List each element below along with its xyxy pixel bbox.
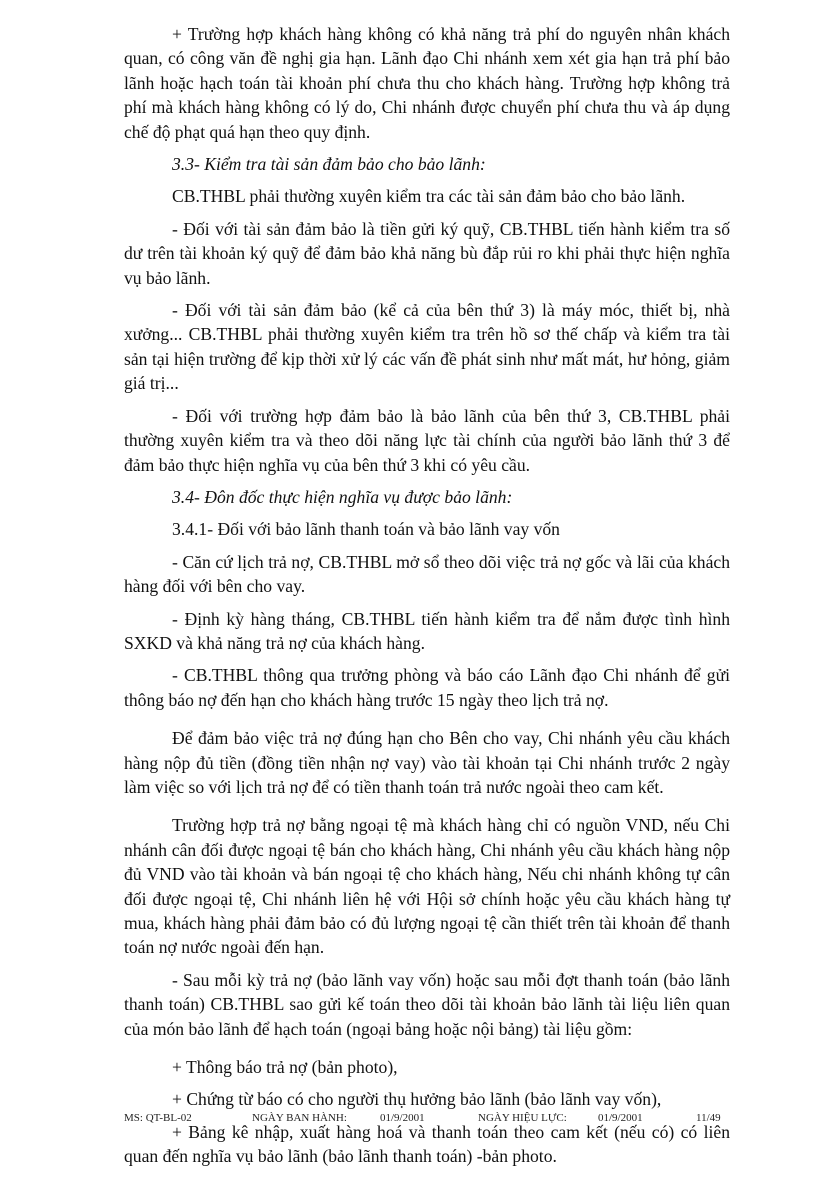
footer-effective-date: 01/9/2001 <box>598 1112 643 1124</box>
paragraph-due-notice: - CB.THBL thông qua trưởng phòng và báo cáo Lãnh đạo Chi nhánh để gửi thông báo nợ đến hạn cho khách hàng trước 15 ngày theo lịch trả nợ. <box>124 665 730 710</box>
list-item-credit-voucher: + Chứng từ báo có cho người thụ hưởng bảo lãnh (bảo lãnh vay vốn), <box>172 1089 662 1110</box>
paragraph-foreign-currency: Trường hợp trả nợ bằng ngoại tệ mà khách hàng chỉ có nguồn VND, nếu Chi nhánh cân đối được ngoại tệ bán cho khách hàng, Chi nhánh yêu cầu khách hàng nộp đủ VND vào tài khoản và bán ngoại tệ cho khách hàng, Nếu chi nhánh không tự cân đối được ngoại tệ, Chi nhánh liên hệ với Hội sở chính hoặc yêu cầu khách hàng tự mua, khách hàng phải đảm bảo có đủ lượng ngoại tệ cần thiết trên tài khoản để thanh toán nợ nước ngoài đến hạn. <box>124 815 730 958</box>
paragraph-deposit-collateral: - Đối với tài sản đảm bảo là tiền gửi ký quỹ, CB.THBL tiến hành kiểm tra số dư trên tài khoản ký quỹ để đảm bảo khả năng bù đắp rủi ro khi phải thực hiện nghĩa vụ bảo lãnh. <box>124 218 730 288</box>
paragraph-accounting-documents: - Sau mỗi kỳ trả nợ (bảo lãnh vay vốn) hoặc sau mỗi đợt thanh toán (bảo lãnh thanh toán) CB.THBL sao gửi kế toán theo dõi tài khoản bảo lãnh tài liệu liên quan của món bảo lãnh để hạch toán (ngoại bảng hoặc nội bảng) tài liệu gồm: <box>124 969 730 1039</box>
paragraph-monthly-check: - Định kỳ hàng tháng, CB.THBL tiến hành kiểm tra để nắm được tình hình SXKD và khả năng trả nợ của khách hàng. <box>124 608 730 653</box>
paragraph-fee-extension: + Trường hợp khách hàng không có khả năng trả phí do nguyên nhân khách quan, có công văn đề nghị gia hạn. Lãnh đạo Chi nhánh xem xét gia hạn trả phí bảo lãnh hoặc hạch toán tài khoản phí chưa thu cho khách hàng. Trường hợp không trả phí mà khách hàng không có lý do, Chi nhánh được chuyển phí chưa thu và áp dụng chế độ phạt quá hạn theo quy định. <box>124 24 730 142</box>
section-heading-3-4: 3.4- Đôn đốc thực hiện nghĩa vụ được bảo lãnh: <box>172 486 513 507</box>
subsection-heading-3-4-1: 3.4.1- Đối với bảo lãnh thanh toán và bảo lãnh vay vốn <box>172 519 560 540</box>
section-heading-3-3: 3.3- Kiểm tra tài sản đảm bảo cho bảo lãnh: <box>172 154 486 175</box>
footer-doc-code: MS: QT-BL-02 <box>124 1112 192 1124</box>
footer-issue-label: NGÀY BAN HÀNH: <box>252 1112 347 1124</box>
footer-effective-label: NGÀY HIỆU LỰC: <box>478 1112 567 1124</box>
footer-page-number: 11/49 <box>696 1112 721 1124</box>
paragraph-repayment-schedule: - Căn cứ lịch trả nợ, CB.THBL mở sổ theo dõi việc trả nợ gốc và lãi của khách hàng đối với bên cho vay. <box>124 551 730 597</box>
paragraph-on-time-repayment: Để đảm bảo việc trả nợ đúng hạn cho Bên cho vay, Chi nhánh yêu cầu khách hàng nộp đủ tiền (đồng tiền nhận nợ vay) vào tài khoản tại Chi nhánh trước 2 ngày làm việc so với lịch trả nợ để có tiền thanh toán trả nước ngoài theo cam kết. <box>124 728 730 797</box>
footer-issue-date: 01/9/2001 <box>380 1112 425 1124</box>
paragraph-check-collateral: CB.THBL phải thường xuyên kiểm tra các tài sản đảm bảo cho bảo lãnh. <box>172 186 686 207</box>
list-item-repayment-notice: + Thông báo trả nợ (bản photo), <box>172 1057 398 1078</box>
paragraph-equipment-collateral: - Đối với tài sản đảm bảo (kể cả của bên thứ 3) là máy móc, thiết bị, nhà xưởng... CB.THBL phải thường xuyên kiểm tra trên hồ sơ thế chấp và kiểm tra tài sản tại hiện trường để kịp thời xử lý các vấn đề phát sinh như mất mát, hư hỏng, giảm giá trị... <box>124 300 730 394</box>
list-item-goods-statement: + Bảng kê nhập, xuất hàng hoá và thanh toán theo cam kết (nếu có) có liên quan đến nghĩa vụ bảo lãnh (bảo lãnh thanh toán) -bản photo. <box>124 1121 730 1167</box>
paragraph-third-party-guarantee: - Đối với trường hợp đảm bảo là bảo lãnh của bên thứ 3, CB.THBL phải thường xuyên kiểm tra và theo dõi năng lực tài chính của người bảo lãnh thứ 3 để đảm bảo thực hiện nghĩa vụ của bên thứ 3 khi có yêu cầu. <box>124 405 730 475</box>
document-body <box>124 22 730 1177</box>
